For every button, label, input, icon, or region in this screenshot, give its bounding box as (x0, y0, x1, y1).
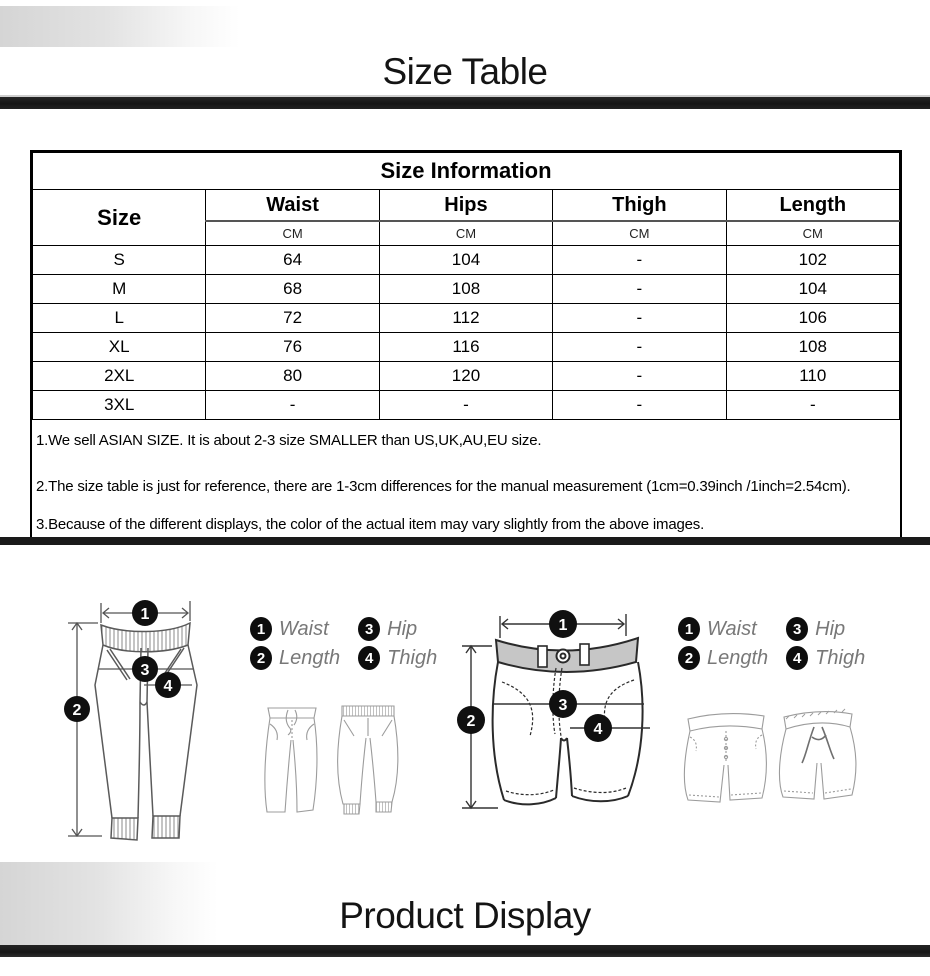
marker-thigh (155, 672, 181, 698)
cell-hips: 120 (379, 362, 552, 391)
column-header-size: Size (33, 190, 206, 246)
svg-text:3: 3 (558, 697, 568, 714)
cell-length: 106 (726, 304, 899, 333)
cell-thigh: - (553, 275, 726, 304)
cell-hips: 112 (379, 304, 552, 333)
legend-label: Hip (815, 617, 846, 640)
marker-hip (549, 690, 577, 718)
cell-size: 2XL (33, 362, 206, 391)
drawstring-pants-sketch (265, 708, 317, 812)
table-header-row (33, 190, 900, 222)
legend-label: Hip (387, 617, 418, 640)
column-header-waist: Waist (206, 190, 379, 222)
size-table-frame (30, 150, 902, 544)
cell-thigh: - (553, 246, 726, 275)
legend-item-thigh (786, 646, 865, 670)
drawstring-shorts-sketch (779, 709, 855, 799)
legend-number-badge: 1 (678, 617, 700, 641)
cell-size: XL (33, 333, 206, 362)
cell-length: 102 (726, 246, 899, 275)
legend-number-badge: 2 (250, 646, 272, 670)
legend-item-length (678, 646, 768, 670)
cell-waist: 64 (206, 246, 379, 275)
cell-thigh: - (553, 391, 726, 420)
notes-block (32, 420, 900, 542)
measure-legend-right (678, 617, 865, 670)
legend-number-badge: 1 (250, 617, 272, 641)
shorts-measure-diagram (452, 594, 667, 834)
unit-cell: CM (553, 221, 726, 246)
cell-thigh: - (553, 362, 726, 391)
cell-waist: 68 (206, 275, 379, 304)
table-row (33, 333, 900, 362)
table-row (33, 304, 900, 333)
shorts-sketch-pair (680, 703, 860, 813)
legend-label: Length (707, 646, 769, 669)
cell-thigh: - (553, 304, 726, 333)
cell-length: - (726, 391, 899, 420)
cell-size: M (33, 275, 206, 304)
cell-hips: - (379, 391, 552, 420)
column-header-thigh: Thigh (553, 190, 726, 222)
cell-thigh: - (553, 333, 726, 362)
page-title: Size Table (382, 51, 548, 92)
marker-thigh (584, 714, 612, 742)
unit-cell: CM (726, 221, 899, 246)
cell-hips: 116 (379, 333, 552, 362)
cell-hips: 104 (379, 246, 552, 275)
cell-hips: 108 (379, 275, 552, 304)
measure-legend-left (250, 617, 437, 670)
svg-text:4: 4 (163, 678, 173, 695)
legend-item-length (250, 646, 340, 670)
svg-text:1: 1 (558, 617, 568, 634)
cell-size: L (33, 304, 206, 333)
table-row (33, 246, 900, 275)
svg-text:4: 4 (593, 721, 603, 738)
legend-item-hip (786, 617, 865, 641)
section-title-product-display: Product Display (339, 895, 591, 936)
legend-number-badge: 3 (786, 617, 808, 641)
svg-text:1: 1 (140, 606, 150, 623)
svg-text:3: 3 (140, 662, 150, 679)
legend-number-badge: 3 (358, 617, 380, 641)
pants-sketch-pair (258, 700, 403, 825)
cell-size: 3XL (33, 391, 206, 420)
table-row (33, 362, 900, 391)
cell-waist: 72 (206, 304, 379, 333)
table-row (33, 275, 900, 304)
legend-number-badge: 4 (358, 646, 380, 670)
marker-waist (549, 610, 577, 638)
size-table (32, 152, 900, 420)
marker-waist (132, 600, 158, 626)
marker-length (457, 706, 485, 734)
legend-label: Thigh (387, 646, 438, 669)
legend-number-badge: 2 (678, 646, 700, 670)
legend-item-waist (250, 617, 340, 641)
cell-waist: 80 (206, 362, 379, 391)
cell-length: 110 (726, 362, 899, 391)
legend-label: Thigh (815, 646, 866, 669)
marker-length (64, 696, 90, 722)
unit-cell: CM (206, 221, 379, 246)
column-header-length: Length (726, 190, 899, 222)
top-gradient-band (0, 6, 240, 47)
shorts-outline (493, 638, 643, 804)
legend-number-badge: 4 (786, 646, 808, 670)
pants-measure-diagram (40, 590, 245, 862)
table-row (33, 391, 900, 420)
marker-hip (132, 656, 158, 682)
svg-text:2: 2 (466, 713, 476, 730)
middle-divider-bar (0, 537, 930, 545)
note-color: 3.Because of the different displays, the color of the actual item may vary slightly from the above images. (36, 516, 705, 533)
cell-length: 104 (726, 275, 899, 304)
cell-waist: - (206, 391, 379, 420)
shorts-stitching (502, 668, 634, 795)
cell-size: S (33, 246, 206, 275)
legend-item-waist (678, 617, 768, 641)
svg-text:2: 2 (72, 702, 82, 719)
pants-outline (95, 623, 197, 840)
unit-cell: CM (379, 221, 552, 246)
legend-label: Length (279, 646, 341, 669)
top-divider-bar (0, 95, 930, 109)
jogger-pants-sketch (338, 706, 398, 814)
legend-item-thigh (358, 646, 437, 670)
bottom-divider-bar (0, 945, 930, 957)
cell-length: 108 (726, 333, 899, 362)
cell-waist: 76 (206, 333, 379, 362)
note-reference: 2.The size table is just for reference, there are 1-3cm differences for the manual measurement (1cm=0.39inch /1inch=2.54cm). (36, 478, 851, 495)
legend-label: Waist (707, 617, 757, 640)
legend-item-hip (358, 617, 437, 641)
button-shorts-sketch (684, 714, 766, 802)
table-caption: Size Information (33, 153, 900, 190)
note-asian-size: 1.We sell ASIAN SIZE. It is about 2-3 size SMALLER than US,UK,AU,EU size. (36, 432, 542, 449)
table-caption-row (33, 153, 900, 190)
column-header-hips: Hips (379, 190, 552, 222)
legend-label: Waist (279, 617, 329, 640)
